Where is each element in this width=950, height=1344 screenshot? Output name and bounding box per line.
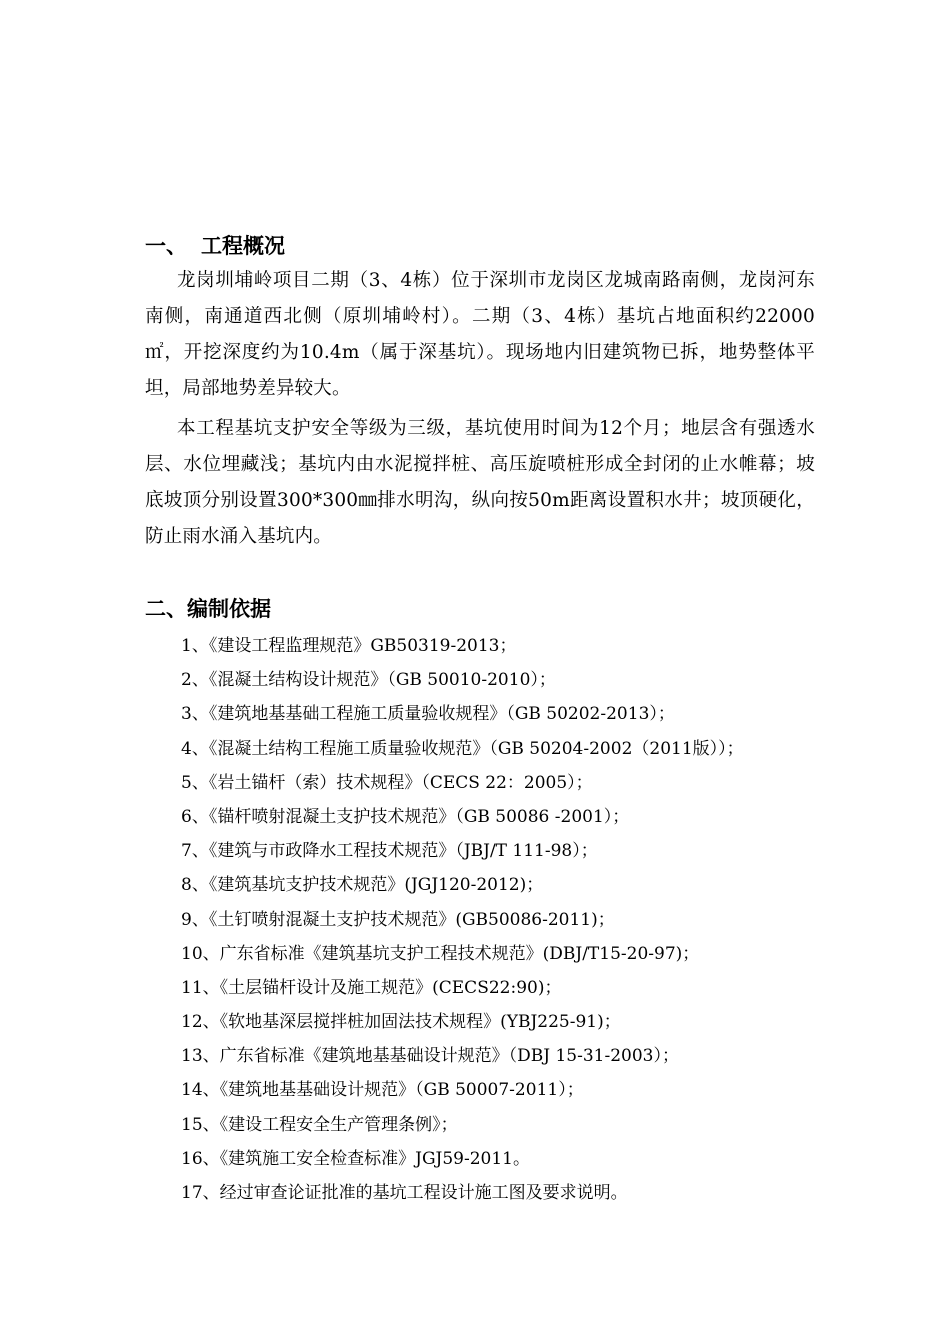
reference-list — [181, 629, 744, 1210]
section-1-paragraph-2: 本工程基坑支护安全等级为三级，基坑使用时间为12个月；地层含有强透水层、水位埋藏浅；基坑内由水泥搅拌桩、高压旋喷桩形成全封闭的止水帷幕；坡底坡顶分别设置300*300㎜排水明沟，纵向按50m距离设置积水井；坡顶硬化，防止雨水涌入基坑内。 — [145, 418, 815, 547]
section-2-title: 编制依据 — [187, 597, 271, 621]
reference-item: 6、《锚杆喷射混凝土支护技术规范》（GB 50086 -2001）； — [181, 806, 630, 827]
reference-item: 14、《建筑地基基础设计规范》（GB 50007-2011）； — [181, 1080, 584, 1101]
reference-item: 8、《建筑基坑支护技术规范》(JGJ120-2012)； — [181, 875, 544, 896]
reference-item: 2、《混凝土结构设计规范》（GB 50010-2010）； — [181, 670, 556, 691]
reference-item: 11、《土层锚杆设计及施工规范》(CECS22:90)； — [181, 977, 562, 998]
reference-item: 12、《软地基深层搅拌桩加固法技术规程》(YBJ225-91)； — [181, 1012, 621, 1033]
reference-item: 7、《建筑与市政降水工程技术规范》（JBJ/T 111-98）； — [181, 841, 598, 862]
section-1-paragraph-1: 龙岗圳埔岭项目二期（3、4栋）位于深圳市龙岗区龙城南路南侧，龙岗河东南侧，南通道西北侧（原圳埔岭村）。二期（3、4栋）基坑占地面积约22000㎡，开挖深度约为10.4m（属于深基坑）。现场地内旧建筑物已拆，地势整体平坦，局部地势差异较大。 — [145, 270, 815, 399]
section-1-heading — [145, 231, 285, 261]
section-2-heading — [145, 594, 271, 624]
reference-item: 16、《建筑施工安全检查标准》JGJ59-2011。 — [181, 1148, 530, 1169]
section-1-title: 工程概况 — [201, 234, 285, 258]
reference-item: 4、《混凝土结构工程施工质量验收规范》（GB 50204-2002（2011版））； — [181, 738, 744, 759]
reference-item: 1、《建设工程监理规范》GB50319-2013； — [181, 636, 517, 656]
reference-item: 5、《岩土锚杆（索）技术规程》（CECS 22：2005）； — [181, 772, 593, 793]
reference-item: 15、《建设工程安全生产管理条例》； — [181, 1114, 458, 1135]
reference-item: 17、经过审查论证批准的基坑工程设计施工图及要求说明。 — [181, 1183, 628, 1203]
reference-item: 3、《建筑地基基础工程施工质量验收规程》（GB 50202-2013）； — [181, 704, 675, 725]
section-2-number: 二、 — [145, 597, 187, 621]
reference-item: 9、《土钉喷射混凝土支护技术规范》(GB50086-2011)； — [181, 909, 615, 930]
reference-item: 13、广东省标准《建筑地基基础设计规范》（DBJ 15-31-2003）； — [181, 1046, 679, 1067]
section-1-number: 一、 — [145, 234, 187, 258]
reference-item: 10、广东省标准《建筑基坑支护工程技术规范》(DBJ/T15-20-97)； — [181, 943, 700, 964]
